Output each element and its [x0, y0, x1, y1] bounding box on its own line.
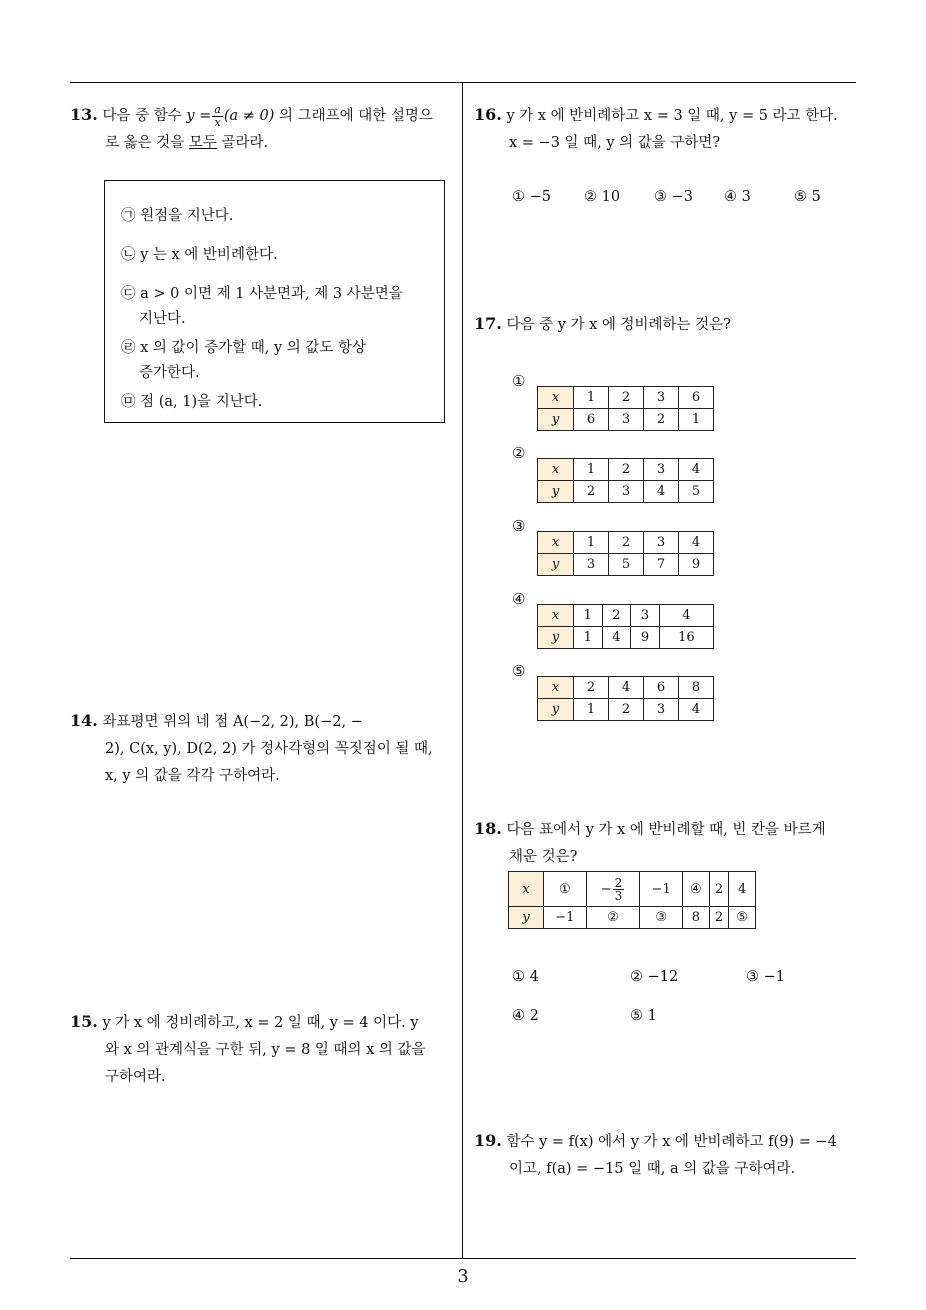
choice-label[interactable]: ① [512, 372, 526, 390]
table-cell: 16 [659, 627, 713, 649]
question-16: 16. y 가 x 에 반비례하고 x = 3 일 때, y = 5 라고 한다. x = −3 일 때, y 의 값을 구하면? [474, 105, 838, 151]
table-cell: 3 [644, 387, 679, 409]
table-cell: 9 [631, 627, 660, 649]
option[interactable]: ① 4 [512, 969, 539, 985]
question-18: 18. 다음 표에서 y 가 x 에 반비례할 때, 빈 칸을 바르게 채운 것은? [474, 819, 826, 865]
table-cell: 4 [659, 605, 713, 627]
choice-label[interactable]: ② [512, 444, 526, 462]
question-19: 19. 함수 y = f(x) 에서 y 가 x 에 반비례하고 f(9) = −4 이고, f(a) = −15 일 때, a 의 값을 구하여라. [474, 1131, 837, 1177]
table-cell: 3 [609, 481, 644, 503]
table-cell: 5 [609, 554, 644, 576]
table-cell: 4 [729, 872, 756, 907]
table-cell: 9 [679, 554, 714, 576]
table-cell: 1 [679, 409, 714, 431]
table-cell: 4 [679, 532, 714, 554]
table-cell: 8 [682, 907, 709, 929]
question-14: 14. 좌표평면 위의 네 점 A(−2, 2), B(−2, − 2), C(x, y), D(2, 2) 가 정사각형의 꼭짓점이 될 때, x, y 의 값을 각각 구하여라. [70, 711, 433, 784]
option[interactable]: ⑤ 1 [630, 1008, 657, 1024]
page-number: 3 [457, 1266, 469, 1287]
choice-table: x 1 2 3 6 y 6 3 2 1 [537, 386, 714, 431]
table-cell: 4 [609, 677, 644, 699]
choice-label[interactable]: ③ [512, 517, 526, 535]
question-15: 15. y 가 x 에 정비례하고, x = 2 일 때, y = 4 이다. y 와 x 의 관계식을 구한 뒤, y = 8 일 때의 x 의 값을 구하여라. [70, 1012, 426, 1085]
table-cell: ③ [640, 907, 683, 929]
table-cell: 2 [609, 387, 644, 409]
table-cell: 1 [574, 532, 609, 554]
table-cell: 2 [609, 699, 644, 721]
statement-item: ㉤ 점 (a, 1)을 지난다. [121, 394, 263, 410]
table-cell: 7 [644, 554, 679, 576]
option[interactable]: ④ 2 [512, 1008, 539, 1024]
bottom-rule [70, 1258, 856, 1259]
table-cell: 2 [602, 605, 631, 627]
table-cell: 2 [644, 409, 679, 431]
option[interactable]: ② 10 [584, 189, 621, 205]
question-number: 18. [474, 819, 502, 838]
table-cell: 2 [609, 532, 644, 554]
top-rule [70, 82, 856, 83]
underlined-word: 모두 [188, 135, 217, 151]
option[interactable]: ① −5 [512, 189, 551, 205]
choice-label[interactable]: ⑤ [512, 662, 526, 680]
q18-table: x ① − $\frac{2}{3}$ −1 ④ 2 4 y −1 ② ③ 8 2 ⑤ [508, 871, 756, 929]
statement-item: ㉡ y 는 x 에 반비례한다. [121, 247, 278, 263]
statement-item: 증가한다. [139, 365, 200, 381]
statement-item: 지난다. [139, 311, 186, 327]
question-number: 13. [70, 105, 98, 124]
table-cell: 1 [574, 459, 609, 481]
table-cell: 1 [574, 387, 609, 409]
table-cell: ② [586, 907, 640, 929]
table-cell: 6 [644, 677, 679, 699]
q13-line1: 13. 다음 중 함수 y = $\frac{a}{x}$ (a ≠ 0) 의 그래프에 대한 설명으 [70, 102, 433, 129]
table-cell: 3 [644, 699, 679, 721]
table-cell: 4 [679, 699, 714, 721]
q18-options [512, 969, 852, 1029]
table-cell: −1 [640, 872, 683, 907]
q13-statement-box [104, 180, 445, 423]
table-cell: 3 [644, 532, 679, 554]
question-number: 17. [474, 314, 502, 333]
table-cell: 8 [679, 677, 714, 699]
table-cell: 1 [574, 627, 603, 649]
table-cell: 3 [644, 459, 679, 481]
table-cell: 3 [574, 554, 609, 576]
table-cell: 2 [609, 459, 644, 481]
question-13 [70, 101, 455, 157]
q13-line2: 로 옳은 것을 모두 골라라. [105, 135, 269, 151]
choice-table: x 1 2 3 4 y 2 3 4 5 [537, 458, 714, 503]
table-cell: ④ [682, 872, 709, 907]
q16-options [512, 189, 852, 209]
table-cell: −1 [544, 907, 587, 929]
table-cell: ① [544, 872, 587, 907]
question-number: 19. [474, 1131, 502, 1150]
statement-item: ㉣ x 의 값이 증가할 때, y 의 값도 항상 [121, 340, 367, 356]
choice-label[interactable]: ④ [512, 590, 526, 608]
column-divider [462, 82, 463, 1259]
table-cell: 4 [679, 459, 714, 481]
table-cell: 2 [574, 677, 609, 699]
choice-table: x 1 2 3 4 y 3 5 7 9 [537, 531, 714, 576]
fraction: $\frac{a}{x}$ [214, 102, 221, 129]
table-cell: 6 [574, 409, 609, 431]
statement-item: ㉢ a > 0 이면 제 1 사분면과, 제 3 사분면을 [121, 286, 403, 302]
fraction-cell: − $\frac{2}{3}$ [586, 872, 640, 907]
table-cell: 2 [709, 872, 729, 907]
table-cell: ⑤ [729, 907, 756, 929]
table-cell: 3 [631, 605, 660, 627]
table-cell: 2 [574, 481, 609, 503]
choice-table: x 1 2 3 4 y 1 4 9 16 [537, 604, 714, 649]
table-cell: 4 [602, 627, 631, 649]
table-cell: 3 [609, 409, 644, 431]
table-cell: 2 [709, 907, 729, 929]
option[interactable]: ③ −3 [654, 189, 693, 205]
table-cell: 5 [679, 481, 714, 503]
table-cell: 4 [644, 481, 679, 503]
question-number: 15. [70, 1012, 98, 1031]
question-number: 16. [474, 105, 502, 124]
statement-item: ㉠ 원점을 지난다. [121, 208, 234, 224]
choice-table: x 2 4 6 8 y 1 2 3 4 [537, 676, 714, 721]
table-cell: 1 [574, 605, 603, 627]
question-17: 17. 다음 중 y 가 x 에 정비례하는 것은? [474, 314, 731, 333]
option[interactable]: ② −12 [630, 969, 679, 985]
table-cell: 6 [679, 387, 714, 409]
question-number: 14. [70, 711, 98, 730]
table-cell: 1 [574, 699, 609, 721]
option[interactable]: ⑤ 5 [794, 189, 821, 205]
option[interactable]: ③ −1 [746, 969, 785, 985]
option[interactable]: ④ 3 [724, 189, 751, 205]
